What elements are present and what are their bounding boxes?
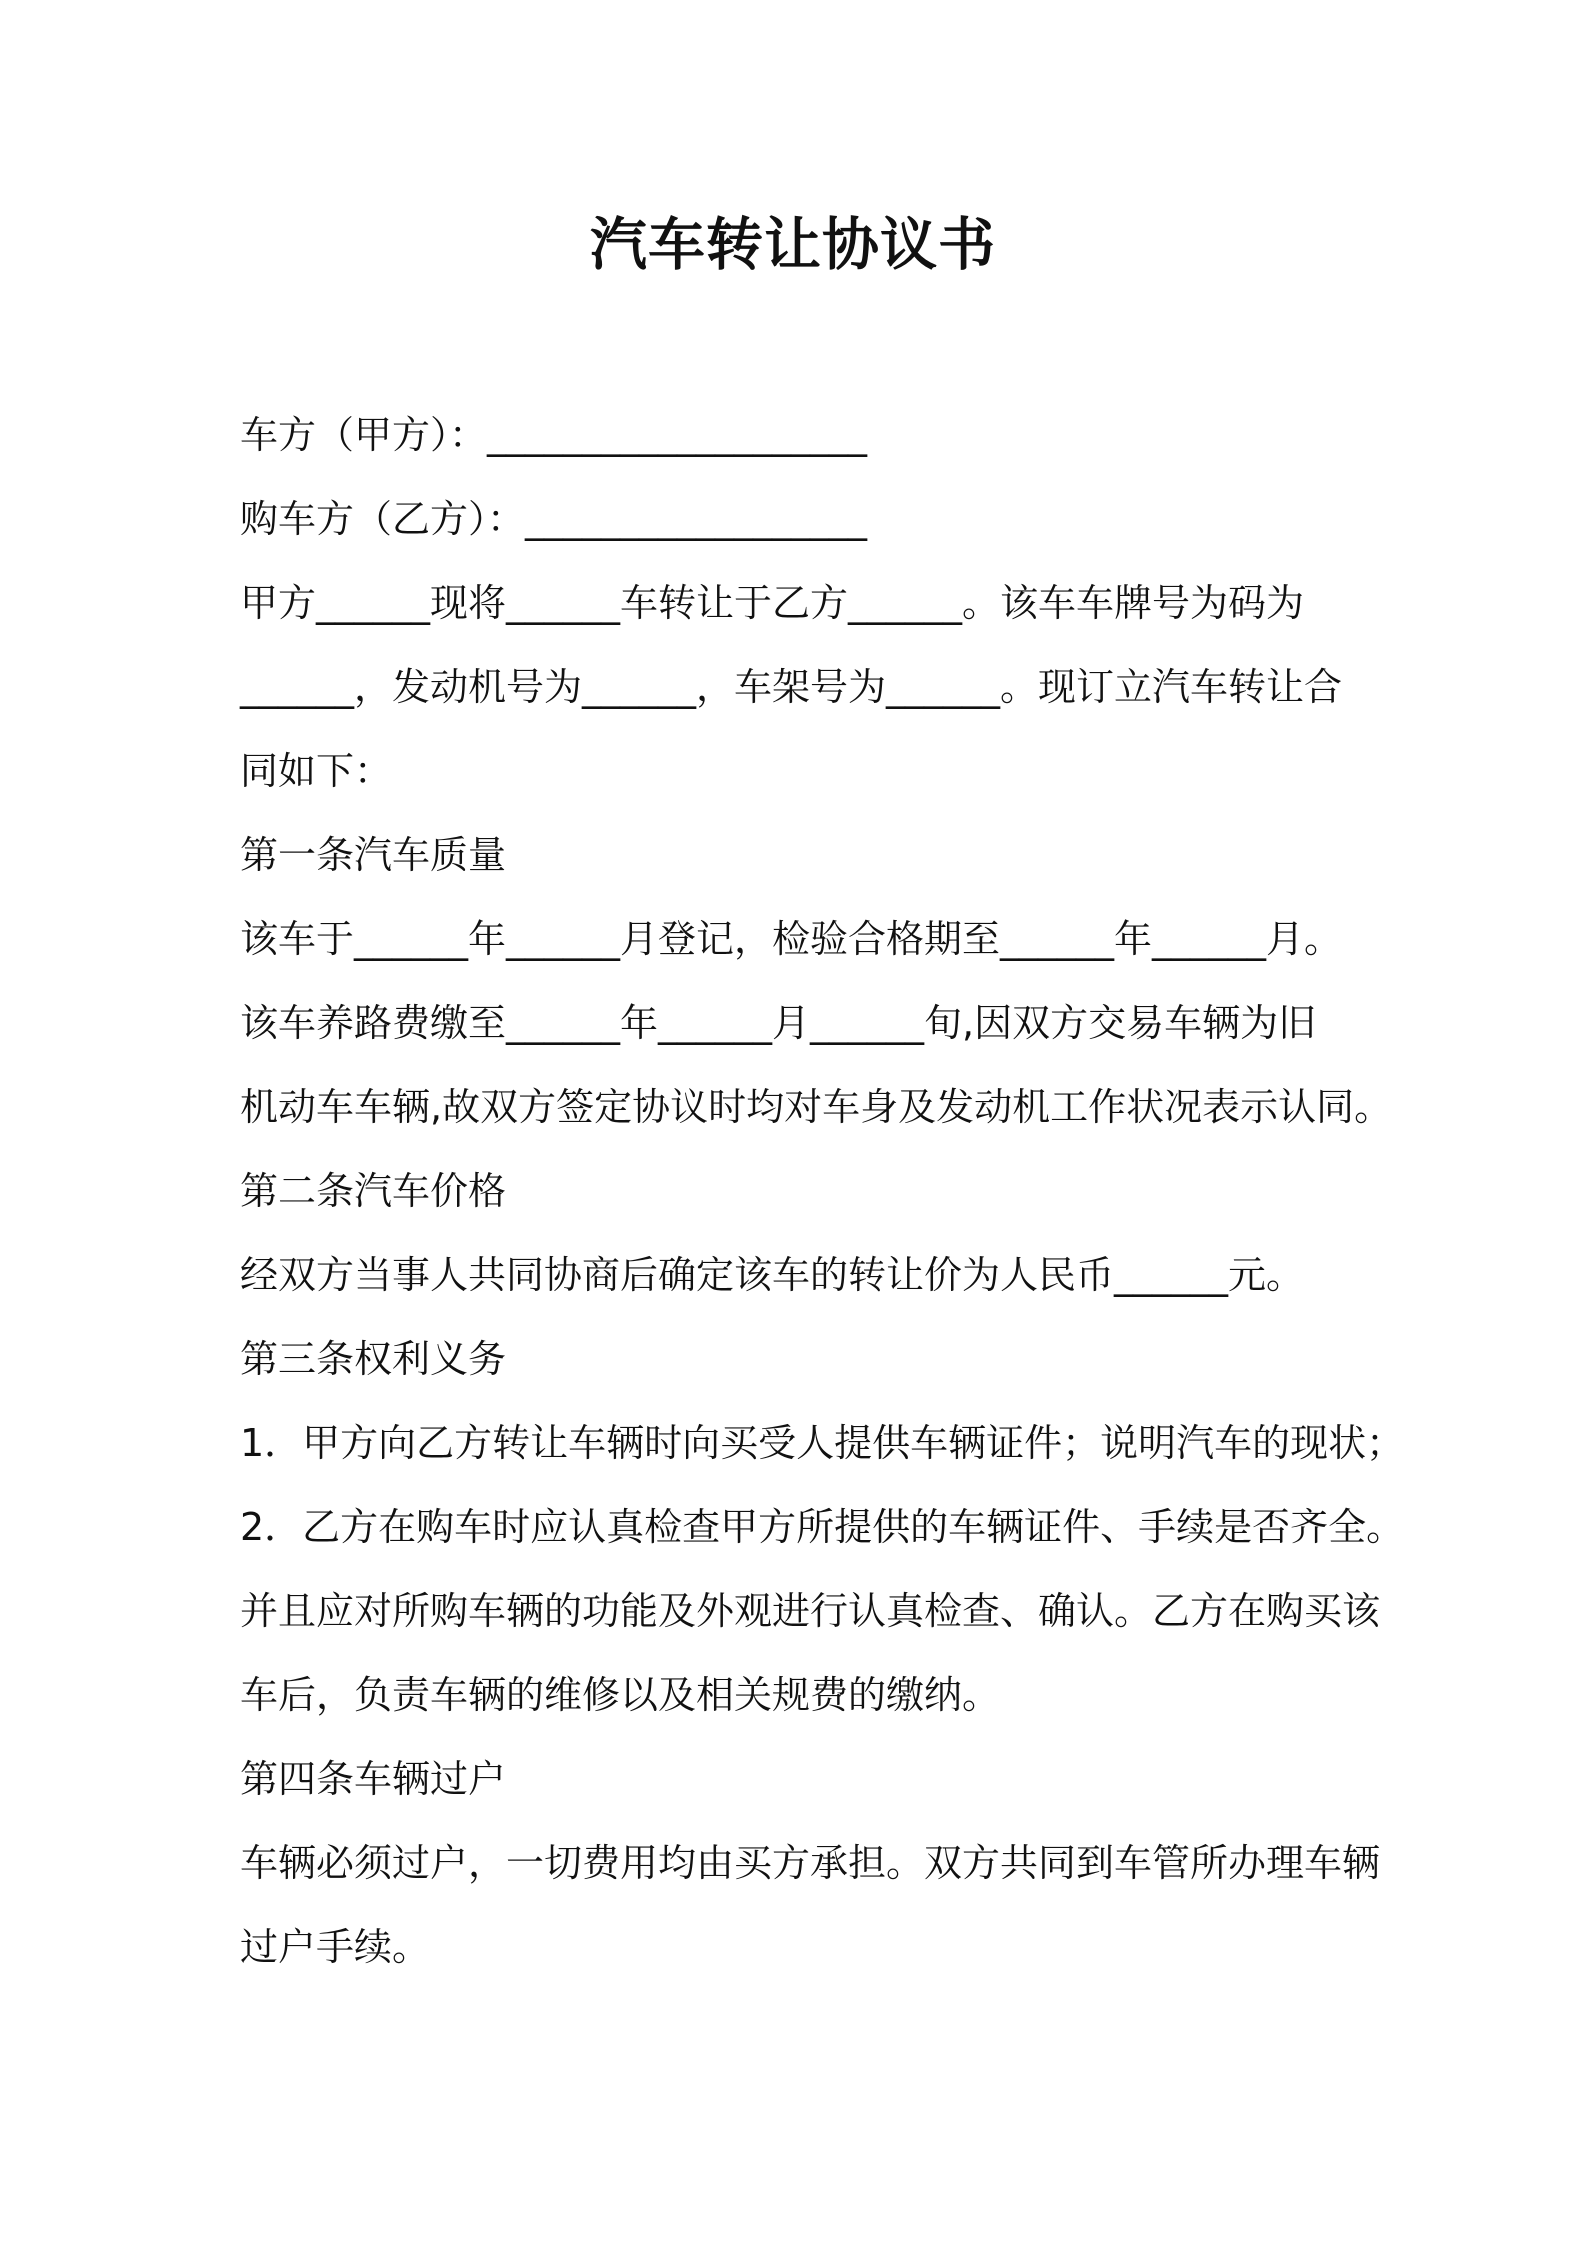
article-3-line-4: 车后，负责车辆的维修以及相关规费的缴纳。 — [240, 1673, 1001, 1717]
buyer-line: 购车方（乙方）：__________________ — [240, 497, 868, 541]
intro-line-2: ______，发动机号为______，车架号为______。现订立汽车转让合 — [240, 665, 1343, 709]
article-3-line-3: 并且应对所购车辆的功能及外观进行认真检查、确认。乙方在购买该 — [240, 1589, 1381, 1633]
intro-line-1: 甲方______现将______车转让于乙方______。该车车牌号为码为 — [240, 581, 1305, 625]
article-1-heading: 第一条汽车质量 — [240, 833, 507, 877]
article-2-line-1: 经双方当事人共同协商后确定该车的转让价为人民币______元。 — [240, 1253, 1305, 1297]
article-4-heading: 第四条车辆过户 — [240, 1757, 507, 1801]
article-4-line-2: 过户手续。 — [240, 1925, 431, 1969]
document-title: 汽车转让协议书 — [590, 212, 996, 278]
intro-line-3: 同如下： — [240, 749, 393, 793]
article-2-heading: 第二条汽车价格 — [240, 1169, 507, 1213]
seller-line: 车方（甲方）：____________________ — [240, 413, 868, 457]
article-4-line-1: 车辆必须过户，一切费用均由买方承担。双方共同到车管所办理车辆 — [240, 1841, 1381, 1885]
article-3-heading: 第三条权利义务 — [240, 1337, 507, 1381]
article-3-item-1: 1．甲方向乙方转让车辆时向买受人提供车辆证件；说明汽车的现状； — [240, 1421, 1405, 1465]
article-1-line-1: 该车于______年______月登记，检验合格期至______年______月。 — [240, 917, 1343, 961]
article-1-line-3: 机动车车辆,故双方签定协议时均对车身及发动机工作状况表示认同。 — [240, 1085, 1393, 1129]
article-1-line-2: 该车养路费缴至______年______月______旬,因双方交易车辆为旧 — [240, 1001, 1317, 1045]
article-3-item-2: 2．乙方在购车时应认真检查甲方所提供的车辆证件、手续是否齐全。 — [240, 1505, 1405, 1549]
